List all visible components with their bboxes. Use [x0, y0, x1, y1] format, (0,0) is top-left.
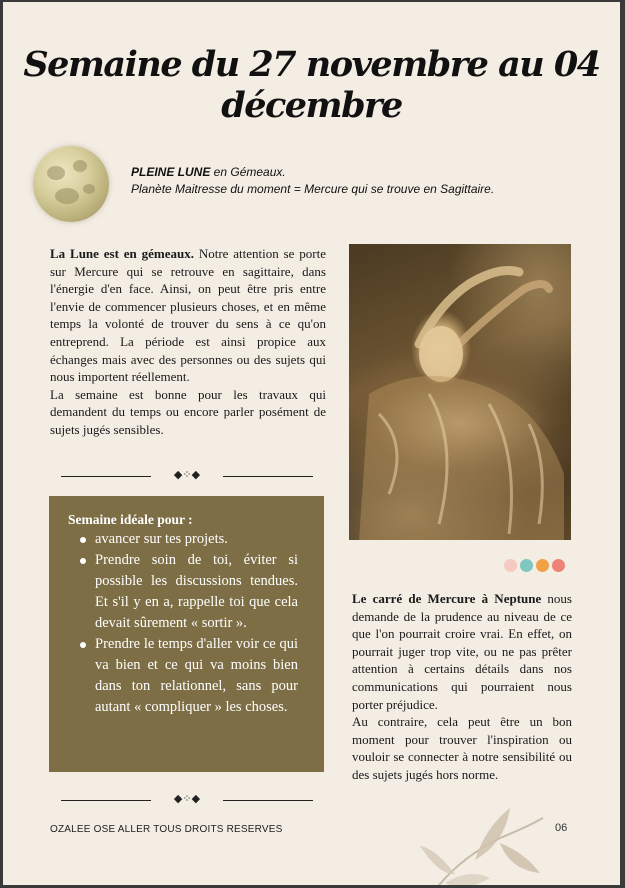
moon-phase-label: PLEINE LUNE — [131, 165, 211, 179]
right-paragraph-2: Au contraire, cela peut être un bon moment pour trouver l'inspiration ou vouloir se connecter à notre sensibilité ou des sujets jugés hors norme. — [352, 714, 572, 782]
leaf-decoration-icon — [415, 798, 545, 885]
left-column-text — [50, 245, 326, 439]
ruling-planet-text: Planète Maitresse du moment = Mercure qui se trouve en Sagittaire. — [131, 182, 495, 196]
ornamental-divider-bottom — [61, 792, 313, 807]
page-title: Semaine du 27 novembre au 04 décembre — [23, 44, 600, 126]
woman-sepia-photo — [349, 244, 571, 540]
full-moon-image — [33, 146, 109, 222]
divider-ornament-icon: ◆⁘◆ — [173, 792, 201, 805]
left-lead-text: Notre attention se porte sur Mercure qui se retrouve en sagittaire, dans l'énergie d'en face. Ainsi, on peut être pris entre l'envie de commencer plusieurs choses, et en même temps la volonté de trouver du sens à ce qu'on entreprend. La période est ainsi propice aux échanges mais avec des personnes ou des sujets qui nous importent réellement. — [50, 246, 326, 385]
list-item: Prendre le temps d'aller voir ce qui va bien et ce qui va moins bien dans ton relationnel, sans pour autant « compliquer » les choses. — [95, 634, 298, 718]
left-paragraph-2: La semaine est bonne pour les travaux qui demandent du temps ou encore parler posément de sujets jugés sensibles. — [50, 386, 326, 437]
page-number: 06 — [555, 822, 568, 834]
ideal-week-heading: Semaine idéale pour : — [68, 512, 193, 527]
palette-dot-pink — [504, 559, 517, 572]
list-item: avancer sur tes projets. — [95, 529, 298, 550]
right-lead-text: nous demande de la prudence au niveau de ce que l'on pourrait croire vrai. En effet, on pourrait juger trop vite, ou ne pas prêter attention à certains détails dans nos communications qui pourraient nous porter préjudice. — [352, 591, 572, 712]
right-lead-bold: Le carré de Mercure à Neptune — [352, 591, 542, 606]
ideal-week-box — [49, 496, 324, 772]
ornamental-divider-top — [61, 468, 313, 483]
palette-dot-orange — [536, 559, 549, 572]
right-column-text — [352, 590, 572, 784]
palette-dot-teal — [520, 559, 533, 572]
moon-sign: en Gémeaux. — [210, 165, 286, 179]
magazine-page — [3, 2, 620, 885]
ideal-week-list — [93, 529, 298, 718]
moon-info — [131, 164, 601, 198]
list-item: Prendre soin de toi, éviter si possible les discussions tendues. Et s'il y en a, rappelle toi que cela devait sûrement « sortir ». — [95, 550, 298, 634]
footer-copyright: OZALEE OSE ALLER TOUS DROITS RESERVES — [50, 824, 283, 835]
left-lead-bold: La Lune est en gémeaux. — [50, 246, 194, 261]
color-palette-dots — [504, 559, 568, 572]
divider-ornament-icon: ◆⁘◆ — [173, 468, 201, 481]
palette-dot-coral — [552, 559, 565, 572]
